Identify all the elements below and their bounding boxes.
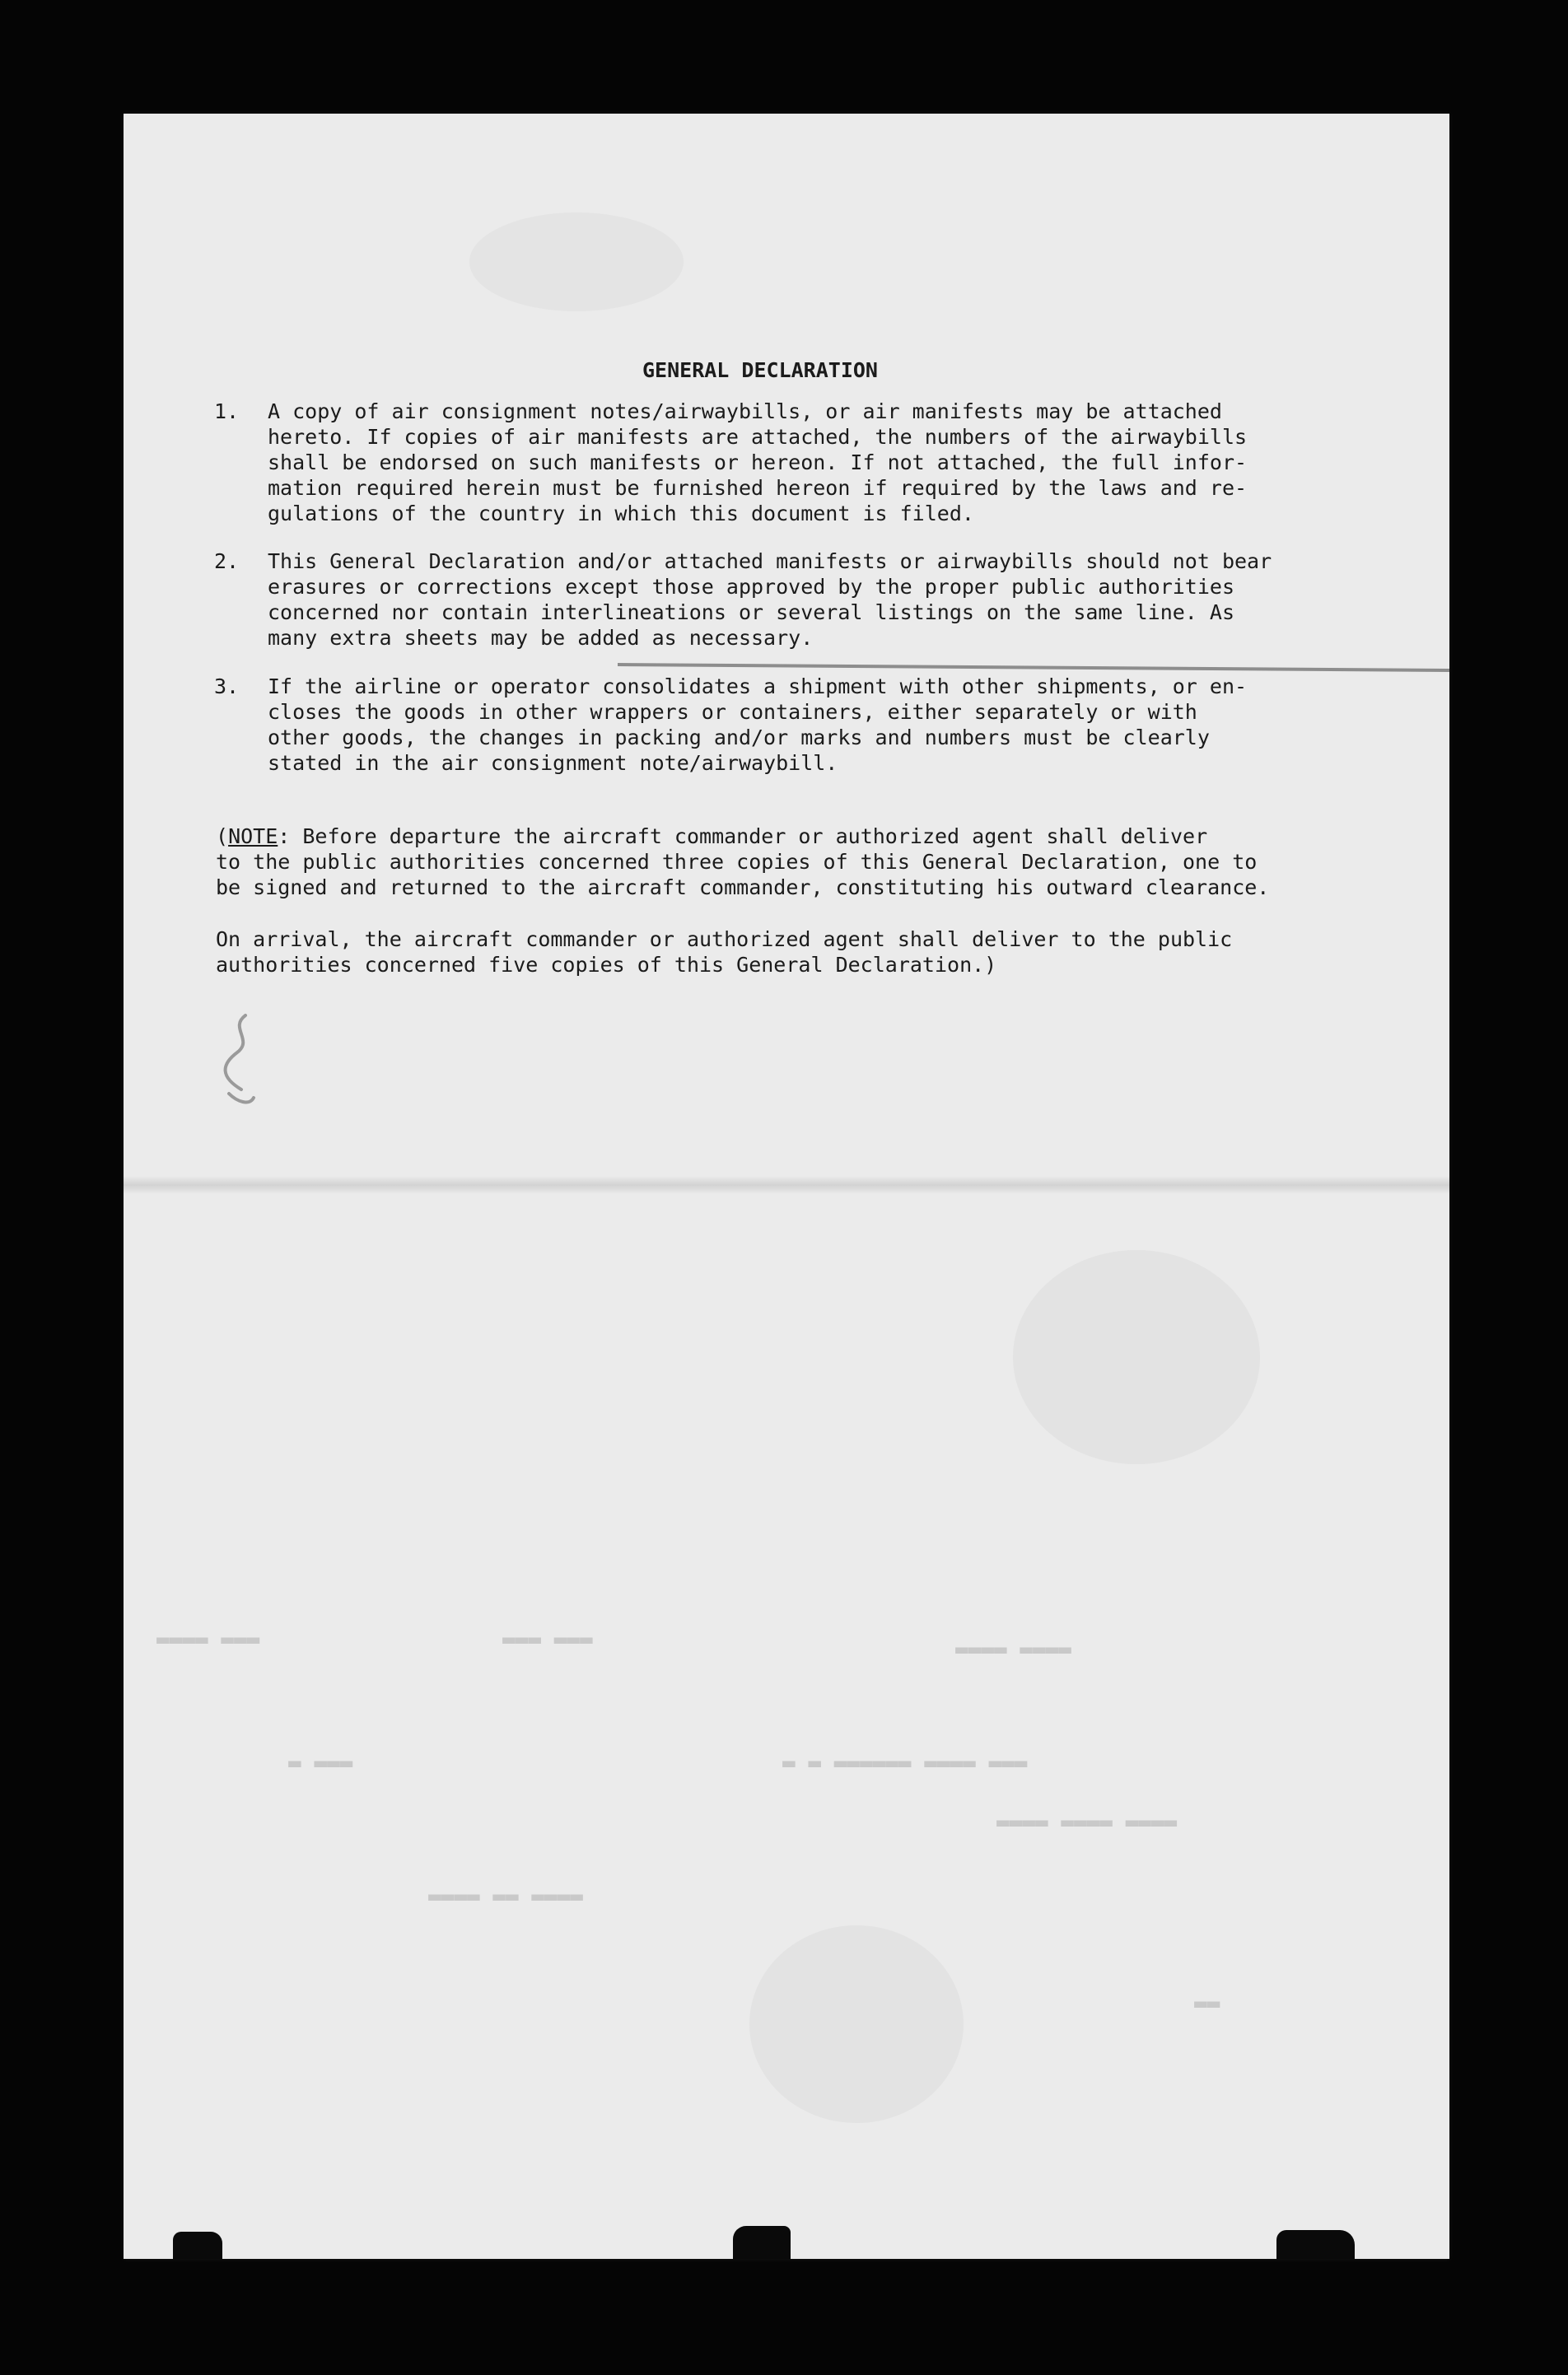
declaration-item bbox=[214, 674, 1285, 776]
note-text: : Before departure the aircraft commander or authorized agent shall deliver to the public authorities concerned three copies of this General Declaration, one to be signed and returned to the aircraft commander, constituting his outward clearance. bbox=[216, 824, 1270, 899]
torn-edge bbox=[1276, 2230, 1355, 2259]
item-text: If the airline or operator consolidates a shipment with other shipments, or en- closes the goods in other wrappers or containers, either separately or with other goods, the changes in packing and/or marks and numbers must be clearly stated in the air consignment note/airwaybill. bbox=[268, 674, 1248, 775]
bleed-through-text: ▬▬▬ ▬▬▬▬ bbox=[156, 1627, 260, 1652]
bleed-through-text: ▬▬▬ ▬▬▬ bbox=[502, 1627, 593, 1652]
declaration-document bbox=[124, 114, 1449, 2259]
torn-edge bbox=[173, 2232, 222, 2259]
paper-sheet bbox=[124, 114, 1449, 2259]
note-label: NOTE bbox=[228, 824, 278, 848]
arrival-paragraph: On arrival, the aircraft commander or authorized agent shall deliver to the public authorities concerned five copies of this General Declaration.) bbox=[216, 927, 1233, 977]
item-number: 2. bbox=[214, 549, 240, 573]
declaration-item bbox=[214, 399, 1285, 526]
document-title: GENERAL DECLARATION bbox=[642, 358, 878, 382]
bleed-through-text: ▬▬▬ ▬▬▬▬ ▬▬▬▬▬▬ ▬ ▬ bbox=[782, 1751, 1028, 1775]
bleed-through-text: ▬▬▬ ▬ bbox=[288, 1751, 353, 1775]
bleed-through-text: ▬▬▬▬ ▬▬▬▬ bbox=[955, 1637, 1071, 1662]
item-number: 3. bbox=[214, 674, 240, 698]
note-paragraph bbox=[216, 824, 1295, 900]
item-number: 1. bbox=[214, 399, 240, 423]
bleed-through-text: ▬▬▬▬ ▬▬ ▬▬▬▬ bbox=[428, 1884, 583, 1909]
item-text: This General Declaration and/or attached manifests or airwaybills should not bear erasures or corrections except those approved by the proper public authorities concerned nor contain interlineations or several listings on the same line. As many extra sheets may be added as necessary. bbox=[268, 549, 1272, 650]
note-open-paren: ( bbox=[216, 824, 229, 848]
declaration-item bbox=[214, 548, 1285, 651]
bleed-through-text: ▬▬▬▬ ▬▬▬▬ ▬▬▬▬ bbox=[996, 1810, 1178, 1835]
bleed-through-text: ▬▬ bbox=[1194, 1991, 1220, 2016]
torn-edge bbox=[733, 2226, 791, 2259]
item-text: A copy of air consignment notes/airwaybills, or air manifests may be attached hereto. If copies of air manifests are attached, the numbers of the airwaybills shall be endorsed on such manifests or hereon. If not attached, the full infor- mation required herein must be furnished hereon if required by the laws and re- gulations of the country in which this document is filed. bbox=[268, 399, 1248, 525]
